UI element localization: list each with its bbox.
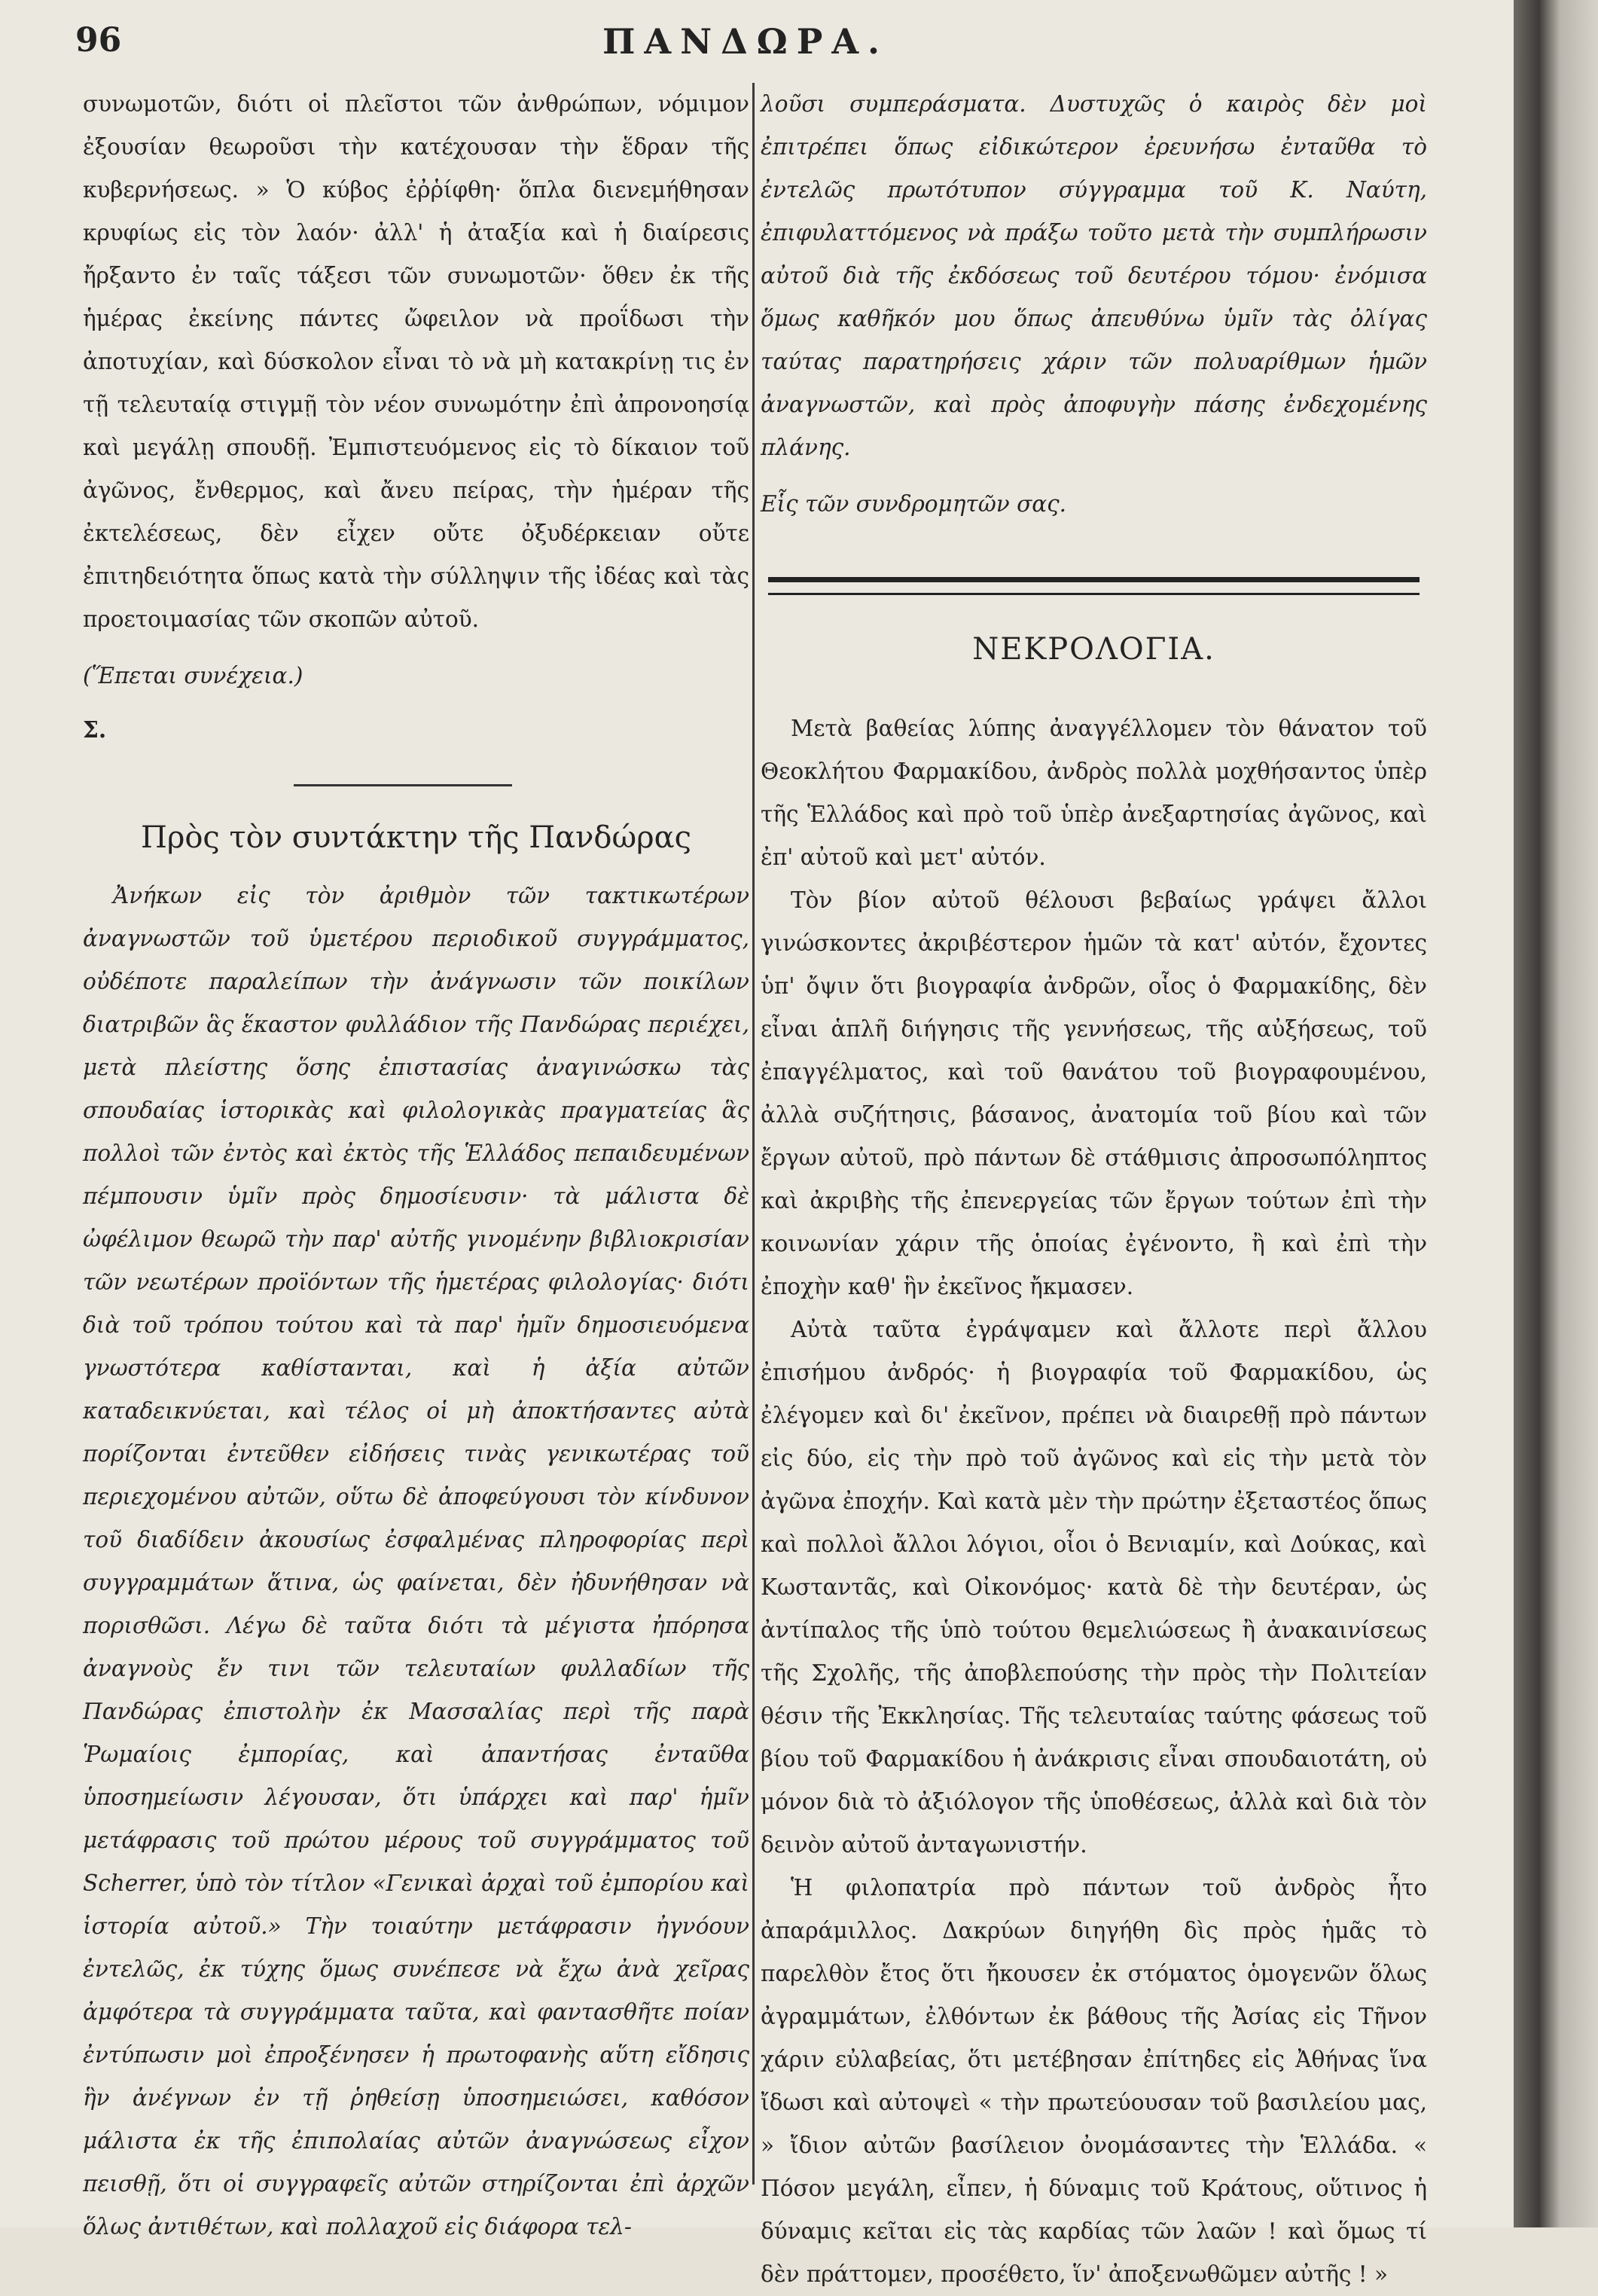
letter-body: Ἀνήκων εἰς τὸν ἀριθμὸν τῶν τακτικωτέρων ἀναγνωστῶν τοῦ ὑμετέρου περιοδικοῦ συγγράμματος, οὐδέποτε παραλείπων τὴν ἀνάγνωσιν τῶν ποικίλων διατριβῶν ἃς ἕκαστον φυλλάδιον τῆς Πανδώρας περιέχει, μετὰ πλείστης ὅσης ἐπιστασίας ἀναγινώσκω τὰς σπουδαίας ἱστορικὰς καὶ φιλολογικὰς πραγματείας ἃς πολλοὶ τῶν ἐντὸς καὶ ἐκτὸς τῆς Ἑλλάδος πεπαιδευμένων πέμπουσιν ὑμῖν πρὸς δημοσίευσιν· τὰ μάλιστα δὲ ὠφέλιμον θεωρῶ τὴν παρ' αὐτῆς γινομένην βιβλιοκρισίαν τῶν νεωτέρων προϊόντων τῆς ἡμετέρας φιλολογίας· διότι διὰ τοῦ τρόπου τούτου καὶ τὰ παρ' ἡμῖν δημοσιευόμενα γνωστότερα καθίστανται, καὶ ἡ ἀξία αὐτῶν καταδεικνύεται, καὶ τέλος οἱ μὴ ἀποκτήσαντες αὐτὰ πορίζονται ἐντεῦθεν εἰδήσεις τινὰς γενικωτέρας τοῦ περιεχομένου αὐτῶν, οὕτω δὲ ἀποφεύγουσι τὸν κίνδυνον τοῦ διαδίδειν ἀκουσίως ἐσφαλμένας πληροφορίας περὶ συγγραμμάτων ἅτινα, ὡς φαίνεται, δὲν ἠδυνήθησαν νὰ πορισθῶσι. Λέγω δὲ ταῦτα διότι τὰ μέγιστα ἠπόρησα ἀναγνοὺς ἔν τινι τῶν τελευταίων φυλλαδίων τῆς Πανδώρας ἐπιστολὴν ἐκ Μασσαλίας περὶ τῆς παρὰ Ῥωμαίοις ἐμπορίας, καὶ ἀπαντήσας ἐνταῦθα ὑποσημείωσιν λέγουσαν, ὅτι ὑπάρχει καὶ παρ' ἡμῖν μετάφρασις τοῦ πρώτου μέρους τοῦ συγγράμματος τοῦ Scherrer, ὑπὸ τὸν τίτλον «Γενικαὶ ἀρχαὶ τοῦ ἐμπορίου καὶ ἱστορία αὐτοῦ.» Τὴν τοιαύτην μετάφρασιν ἠγνόουν ἐντελῶς, ἐκ τύχης ὅμως συνέπεσε νὰ ἔχω ἀνὰ χεῖρας ἀμφότερα τὰ συγγράμματα ταῦτα, καὶ φαντασθῆτε ποίαν ἐντύπωσιν μοὶ ἐπροξένησεν ἡ πρωτοφανὴς αὕτη εἴδησις ἣν ἀνέγνων ἐν τῇ ῥηθείσῃ ὑποσημειώσει, καθόσον μάλιστα ἐκ τῆς ἐπιπολαίας αὐτῶν ἀναγνώσεως εἶχον πεισθῇ, ὅτι οἱ συγγραφεῖς αὐτῶν στηρίζονται ἐπὶ ἀρχῶν ὅλως ἀντιθέτων, καὶ πολλαχοῦ εἰς διάφορα τελ-: [83, 883, 749, 2240]
obituary-paragraph: Τὸν βίον αὐτοῦ θέλουσι βεβαίως γράψει ἄλλοι γινώσκοντες ἀκριβέστερον ἡμῶν τὰ κατ' αὐτόν, ἔχοντες ὑπ' ὄψιν ὅτι βιογραφία ἀνδρῶν, οἷος ὁ Φαρμακίδης, δὲν εἶναι ἁπλῆ διήγησις τῆς γεννήσεως, τῆς αὐξήσεως, τοῦ ἐπαγγέλματος, καὶ τοῦ θανάτου τοῦ βιογραφουμένου, ἀλλὰ συζήτησις, βάσανος, ἀνατομία τοῦ βίου καὶ τῶν ἔργων αὐτοῦ, πρὸ πάντων δὲ στάθμισις ἀπροσωπόληπτος καὶ ἀκριβὴς τῆς ἐπενεργείας τῶν ἔργων τούτων ἐπὶ τὴν κοινωνίαν χάριν τῆς ὁποίας ἐγένοντο, ἢ καὶ ἐπὶ τὴν ἐποχὴν καθ' ἣν ἐκεῖνος ἤκμασεν.: [761, 887, 1427, 1299]
obituary-paragraph: Μετὰ βαθείας λύπης ἀναγγέλλομεν τὸν θάνατον τοῦ Θεοκλήτου Φαρμακίδου, ἀνδρὸς πολλὰ μοχθήσαντος ὑπὲρ τῆς Ἑλλάδος καὶ πρὸ τοῦ ὑπὲρ ἀνεξαρτησίας ἀγῶνος, καὶ ἐπ' αὐτοῦ καὶ μετ' αὐτόν.: [761, 716, 1427, 870]
obituary-paragraph: Αὐτὰ ταῦτα ἐγράψαμεν καὶ ἄλλοτε περὶ ἄλλου ἐπισήμου ἀνδρός· ἡ βιογραφία τοῦ Φαρμακίδου, ὡς ἐλέγομεν καὶ δι' ἐκεῖνον, πρέπει νὰ διαιρεθῇ πρὸ πάντων εἰς δύο, εἰς τὴν πρὸ τοῦ ἀγῶνος καὶ εἰς τὴν μετὰ τὸν ἀγῶνα ἐποχήν. Καὶ κατὰ μὲν τὴν πρώτην ἐξεταστέος ὅπως καὶ πολλοὶ ἄλλοι λόγιοι, οἷοι ὁ Βενιαμίν, καὶ Δούκας, καὶ Κωσταντᾶς, καὶ Οἰκονόμος· κατὰ δὲ τὴν δευτέραν, ὡς ἀντίπαλος τῆς ὑπὸ τούτου θεμελιώσεως ἢ ἀνακαινίσεως τῆς Σχολῆς, τῆς ἀποβλεπούσης τὴν πρὸς τὴν Πολιτείαν θέσιν τῆς Ἐκκλησίας. Τῆς τελευταίας ταύτης φάσεως τοῦ βίου τοῦ Φαρμακίδου ἡ ἀνάκρισις εἶναι σπουδαιοτάτη, οὐ μόνον διὰ τὸ ἀξιόλογον τῆς ὑποθέσεως, ἀλλὰ καὶ διὰ τὸν δεινὸν αὐτοῦ ἀνταγωνιστήν.: [761, 1317, 1427, 1858]
page-header: [75, 21, 1416, 74]
author-signature: Σ.: [83, 716, 107, 743]
obituary-heading: ΝΕΚΡΟΛΟΓΙΑ.: [972, 632, 1215, 667]
obituary-paragraph: Ἡ φιλοπατρία πρὸ πάντων τοῦ ἀνδρὸς ἦτο ἀπαράμιλλος. Δακρύων διηγήθη δὶς πρὸς ἡμᾶς τὸ παρελθὸν ἔτος ὅτι ἤκουσεν ἐκ στόματος ὁμογενῶν ὅλως ἀγραμμάτων, ἐλθόντων ἐκ βάθους τῆς Ἀσίας εἰς Τῆνον χάριν εὐλαβείας, ὅτι μετέβησαν ἐπίτηδες εἰς Ἀθήνας ἵνα ἴδωσι καὶ αὐτοψεὶ « τὴν πρωτεύουσαν τοῦ βασιλείου μας, » ἴδιον αὐτῶν βασίλειον ὀνομάσαντες τὴν Ἑλλάδα. « Πόσον μεγάλη, εἶπεν, ἡ δύναμις τοῦ Κράτους, οὕτινος ἡ δύναμις κεῖται εἰς τὰς καρδίας τῶν λαῶν ! καὶ ὅμως τί δὲν πράττομεν, προσέθετο, ἵν' ἀποξενωθῶμεν αὐτῆς ! »: [761, 1875, 1427, 2287]
page-edge: [1514, 0, 1598, 2227]
letter-continuation: λοῦσι συμπεράσματα. Δυστυχῶς ὁ καιρὸς δὲν μοὶ ἐπιτρέπει ὅπως εἰδικώτερον ἐρευνήσω ἐνταῦθα τὸ ἐντελῶς πρωτότυπον σύγγραμμα τοῦ Κ. Ναύτη, ἐπιφυλαττόμενος νὰ πράξω τοῦτο μετὰ τὴν συμπλήρωσιν αὐτοῦ διὰ τῆς ἐκδόσεως τοῦ δευτέρου τόμου· ἐνόμισα ὅμως καθῆκόν μου ὅπως ἀπευθύνω ὑμῖν τὰς ὀλίγας ταύτας παρατηρήσεις χάριν τῶν πολυαρίθμων ἡμῶν ἀναγνωστῶν, καὶ πρὸς ἀποφυγὴν πάσης ἐνδεχομένης πλάνης.: [761, 91, 1427, 460]
continued-paragraph: συνωμοτῶν, διότι οἱ πλεῖστοι τῶν ἀνθρώπων, νόμιμον ἐξουσίαν θεωροῦσι τὴν κατέχουσαν τὴν ἕδραν τῆς κυβερνήσεως. » Ὁ κύβος ἐῤῥίφθη· ὅπλα διενεμήθησαν κρυφίως εἰς τὸν λαόν· ἀλλ' ἡ ἀταξία καὶ ἡ διαίρεσις ἤρξαντο ἐν ταῖς τάξεσι τῶν συνωμοτῶν· ὅθεν ἐκ τῆς ἡμέρας ἐκείνης πάντες ὤφειλον νὰ προΐδωσι τὴν ἀποτυχίαν, καὶ δύσκολον εἶναι τὸ νὰ μὴ κατακρίνῃ τις ἐν τῇ τελευταίᾳ στιγμῇ τὸν νέον συνωμότην ἐπὶ ἀπρονοησίᾳ καὶ μεγάλῃ σπουδῇ. Ἐμπιστευόμενος εἰς τὸ δίκαιον τοῦ ἀγῶνος, ἔνθερμος, καὶ ἄνευ πείρας, τὴν ἡμέραν τῆς ἐκτελέσεως, δὲν εἶχεν οὔτε ὀξυδέρκειαν οὔτε ἐπιτηδειότητα ὅπως κατὰ τὴν σύλληψιν τῆς ἰδέας καὶ τὰς προετοιμασίας τῶν σκοπῶν αὐτοῦ.: [83, 91, 749, 632]
letter-signoff: Εἷς τῶν συνδρομητῶν σας.: [761, 491, 1067, 517]
page-number: 96: [75, 21, 122, 60]
right-column: [761, 83, 1427, 2296]
section-divider: [294, 784, 512, 786]
running-title: ΠΑΝΔΩΡΑ.: [602, 21, 889, 62]
double-rule-divider: [768, 577, 1420, 595]
continuation-note: (Ἕπεται συνέχεια.): [83, 663, 303, 688]
column-rule: [752, 83, 755, 2185]
left-column: [83, 83, 749, 2249]
letter-heading: Πρὸς τὸν συντάκτην τῆς Πανδώρας: [140, 820, 692, 855]
